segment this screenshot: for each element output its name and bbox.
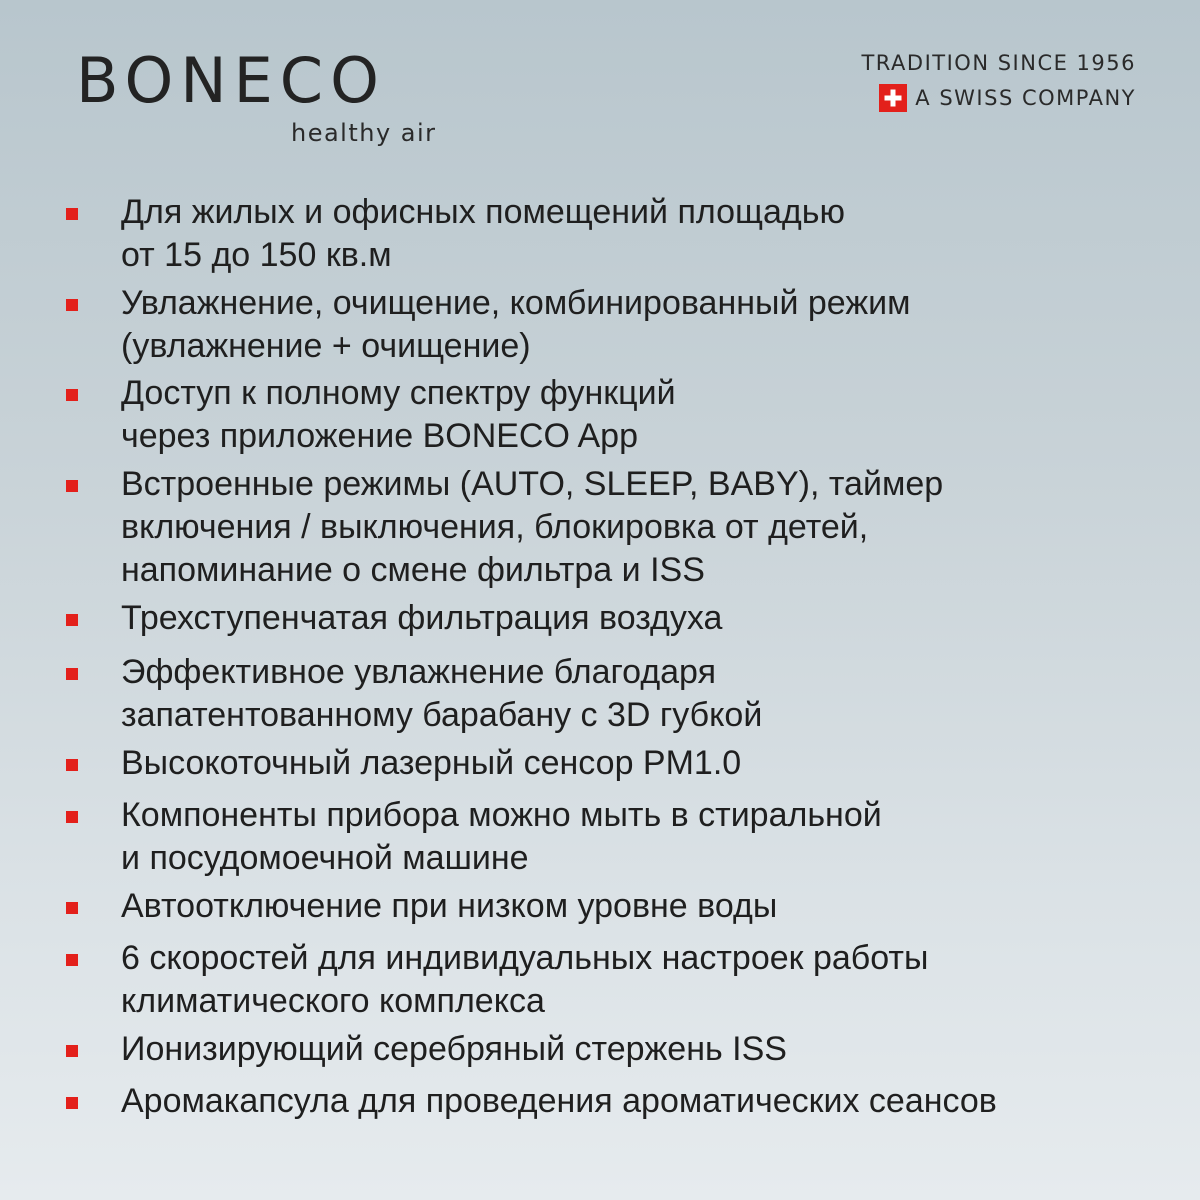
- feature-text: Автоотключение при низком уровне воды: [121, 887, 778, 925]
- red-square-icon: [66, 480, 78, 492]
- red-square-icon: [66, 299, 78, 311]
- red-square-icon: [66, 902, 78, 914]
- red-square-icon: [66, 208, 78, 220]
- red-square-icon: [66, 668, 78, 680]
- feature-text: Встроенные режимы (AUTO, SLEEP, BABY), таймер включения / выключения, блокировка от детей, напоминание о смене фильтра и ISS: [121, 465, 944, 589]
- feature-text: 6 скоростей для индивидуальных настроек работы климатического комплекса: [121, 939, 929, 1020]
- feature-text: Ионизирующий серебряный стержень ISS: [121, 1030, 787, 1068]
- red-square-icon: [66, 759, 78, 771]
- red-square-icon: [66, 954, 78, 966]
- brand-tagline: healthy air: [291, 119, 437, 147]
- red-square-icon: [66, 1045, 78, 1057]
- swiss-company-text: A SWISS COMPANY: [915, 85, 1136, 110]
- red-square-icon: [66, 389, 78, 401]
- feature-text: Аромакапсула для проведения ароматических сеансов: [121, 1082, 997, 1120]
- tradition-text: TRADITION SINCE 1956: [861, 51, 1136, 75]
- feature-text: Доступ к полному спектру функций через приложение BONECO App: [121, 374, 676, 455]
- feature-text: Увлажнение, очищение, комбинированный режим (увлажнение + очищение): [121, 284, 911, 365]
- brand-logo: BONECO: [76, 44, 386, 117]
- feature-text: Эффективное увлажнение благодаря запатентованному барабану с 3D губкой: [121, 653, 763, 734]
- red-square-icon: [66, 1097, 78, 1109]
- red-square-icon: [66, 811, 78, 823]
- feature-text: Компоненты прибора можно мыть в стиральной и посудомоечной машине: [121, 796, 882, 877]
- feature-text: Для жилых и офисных помещений площадью от 15 до 150 кв.м: [121, 193, 845, 274]
- red-square-icon: [66, 614, 78, 626]
- feature-text: Высокоточный лазерный сенсор PM1.0: [121, 744, 742, 782]
- feature-text: Трехступенчатая фильтрация воздуха: [121, 599, 723, 637]
